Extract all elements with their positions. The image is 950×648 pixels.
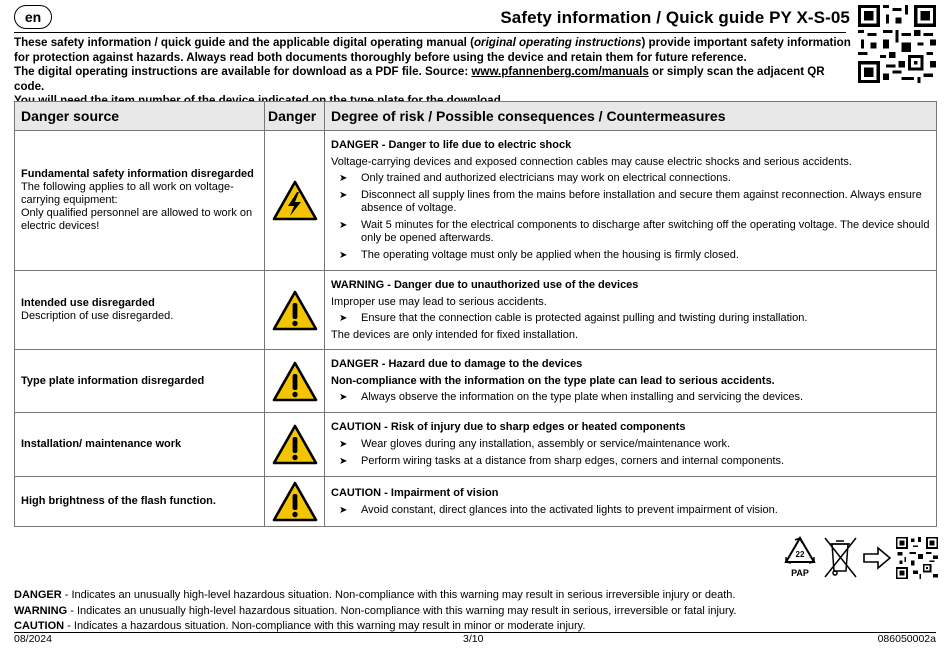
intro-paragraph-2: The digital operating instructions are available for download as a PDF file. Source: www.pfannenberg.com/manuals or simply scan the adjacent QR code. — [14, 65, 825, 93]
danger-source-cell — [15, 413, 265, 477]
title-divider — [14, 32, 846, 33]
header-risk: Degree of risk / Possible consequences / Countermeasures — [325, 102, 937, 131]
countermeasure-item: ➤ Wear gloves during any installation, assembly or service/maintenance work. — [339, 438, 731, 450]
countermeasure-list — [331, 172, 930, 262]
language-badge: en — [14, 5, 52, 29]
arrow-bullet-icon: ➤ — [339, 456, 348, 467]
manual-qr-code[interactable] — [858, 5, 936, 83]
document-number: 086050002a — [877, 633, 936, 645]
general-warning-icon — [271, 360, 319, 403]
danger-source-title: Type plate information disregarded — [21, 374, 205, 387]
table-row — [15, 271, 937, 350]
intro-text — [14, 36, 854, 109]
countermeasure-list — [331, 312, 930, 325]
general-warning-icon — [271, 480, 319, 523]
intro-paragraph-1: These safety information / quick guide and the applicable digital operating manual (original operating instructions) provide important safety information for protection against hazards. Always read both documents thoroughly before using the device and retain them for future reference. — [14, 36, 851, 64]
risk-title: CAUTION - Impairment of vision — [331, 486, 499, 499]
countermeasure-list — [331, 391, 930, 404]
danger-icon-cell — [265, 413, 325, 477]
countermeasure-item: ➤ Always observe the information on the type plate when installing and servicing the devices. — [339, 391, 804, 403]
general-warning-icon — [271, 289, 319, 332]
table-row — [15, 131, 937, 271]
countermeasure-item: ➤ Only trained and authorized electricians may work on electrical connections. — [339, 172, 731, 184]
footer-date: 08/2024 — [14, 633, 52, 645]
risk-cell — [325, 350, 937, 413]
danger-icon-cell — [265, 271, 325, 350]
header-danger-source: Danger source — [15, 102, 265, 131]
risk-title: DANGER - Hazard due to damage to the devices — [331, 358, 583, 370]
danger-source-cell — [15, 350, 265, 413]
legend-danger: DANGER - Indicates an unusually high-level hazardous situation. Non-compliance with this warning may result in serious irreversible injury or death. — [14, 589, 736, 601]
table-row — [15, 477, 937, 527]
arrow-bullet-icon: ➤ — [339, 439, 348, 450]
risk-note: The devices are only intended for fixed installation. — [331, 329, 579, 341]
risk-title: DANGER - Danger to life due to electric shock — [331, 139, 572, 151]
danger-source-text: Description of use disregarded. — [21, 310, 174, 322]
safety-table — [14, 101, 937, 527]
risk-title: CAUTION - Risk of injury due to sharp edges or heated components — [331, 421, 686, 433]
arrow-bullet-icon: ➤ — [339, 220, 348, 231]
recycle-code: 22 — [795, 550, 805, 559]
danger-icon-cell — [265, 131, 325, 271]
danger-icon-cell — [265, 350, 325, 413]
danger-source-title: Intended use disregarded — [21, 297, 155, 309]
arrow-bullet-icon: ➤ — [339, 173, 348, 184]
original-instructions-emphasis: original operating instructions — [473, 36, 642, 49]
bottom-qr-code[interactable] — [896, 537, 938, 579]
header-danger: Danger — [265, 102, 325, 131]
arrow-bullet-icon: ➤ — [339, 392, 348, 403]
legend-caution: CAUTION - Indicates a hazardous situation. Non-compliance with this warning may result in minor or moderate injury. — [14, 620, 586, 632]
electric-hazard-icon — [271, 179, 319, 222]
countermeasure-item: ➤ The operating voltage must only be applied when the housing is firmly closed. — [339, 249, 739, 261]
risk-cell — [325, 131, 937, 271]
arrow-right-icon — [864, 548, 890, 568]
danger-source-text: The following applies to all work on voltage-carrying equipment: — [21, 181, 234, 206]
risk-cell — [325, 271, 937, 350]
danger-source-cell — [15, 131, 265, 271]
countermeasure-item: ➤ Perform wiring tasks at a distance from sharp edges, corners and internal components. — [339, 455, 785, 467]
countermeasure-item: ➤ Disconnect all supply lines from the mains before installation and secure them against reconnection. Always ensure absence of voltage. — [339, 189, 922, 214]
arrow-bullet-icon: ➤ — [339, 313, 348, 324]
disposal-symbols — [780, 535, 938, 581]
risk-cell — [325, 477, 937, 527]
countermeasure-item: ➤ Ensure that the connection cable is protected against pulling and twisting during installation. — [339, 312, 808, 324]
recycle-label: PAP — [791, 568, 809, 578]
page-number: 3/10 — [463, 633, 484, 645]
page-title: Safety information / Quick guide PY X-S-05 — [500, 8, 850, 27]
danger-source-title: High brightness of the flash function. — [21, 495, 216, 507]
countermeasure-list — [331, 438, 930, 468]
risk-cell — [325, 413, 937, 477]
table-header-row — [15, 102, 937, 131]
danger-source-text: Only qualified personnel are allowed to work on electric devices! — [21, 207, 253, 232]
risk-consequence: Improper use may lead to serious accidents. — [331, 296, 547, 308]
arrow-bullet-icon: ➤ — [339, 250, 348, 261]
countermeasure-item: ➤ Wait 5 minutes for the electrical components to discharge after switching off the operating voltage. The device should only be opened afterwards. — [339, 219, 930, 244]
crossed-bin-icon — [825, 538, 856, 577]
risk-consequence: Voltage-carrying devices and exposed connection cables may cause electric shocks and serious accidents. — [331, 156, 852, 168]
risk-consequence: Non-compliance with the information on the type plate can lead to serious accidents. — [331, 375, 775, 387]
danger-source-title: Fundamental safety information disregarded — [21, 168, 254, 180]
risk-title: WARNING - Danger due to unauthorized use of the devices — [331, 279, 639, 291]
arrow-bullet-icon: ➤ — [339, 504, 348, 516]
legend-warning: WARNING - Indicates an unusually high-level hazardous situation. Non-compliance with this warning may result in serious, irreversible or fatal injury. — [14, 604, 737, 617]
signal-word-legend — [14, 588, 936, 635]
danger-source-cell — [15, 271, 265, 350]
general-warning-icon — [271, 423, 319, 466]
countermeasure-list — [331, 504, 930, 517]
danger-source-title: Installation/ maintenance work — [21, 438, 182, 450]
manuals-link[interactable]: www.pfannenberg.com/manuals — [471, 65, 649, 79]
danger-icon-cell — [265, 477, 325, 527]
danger-source-cell — [15, 477, 265, 527]
countermeasure-item: ➤ Avoid constant, direct glances into the activated lights to prevent impairment of vision. — [339, 503, 778, 516]
table-row — [15, 413, 937, 477]
table-row — [15, 350, 937, 413]
arrow-bullet-icon: ➤ — [339, 190, 348, 201]
